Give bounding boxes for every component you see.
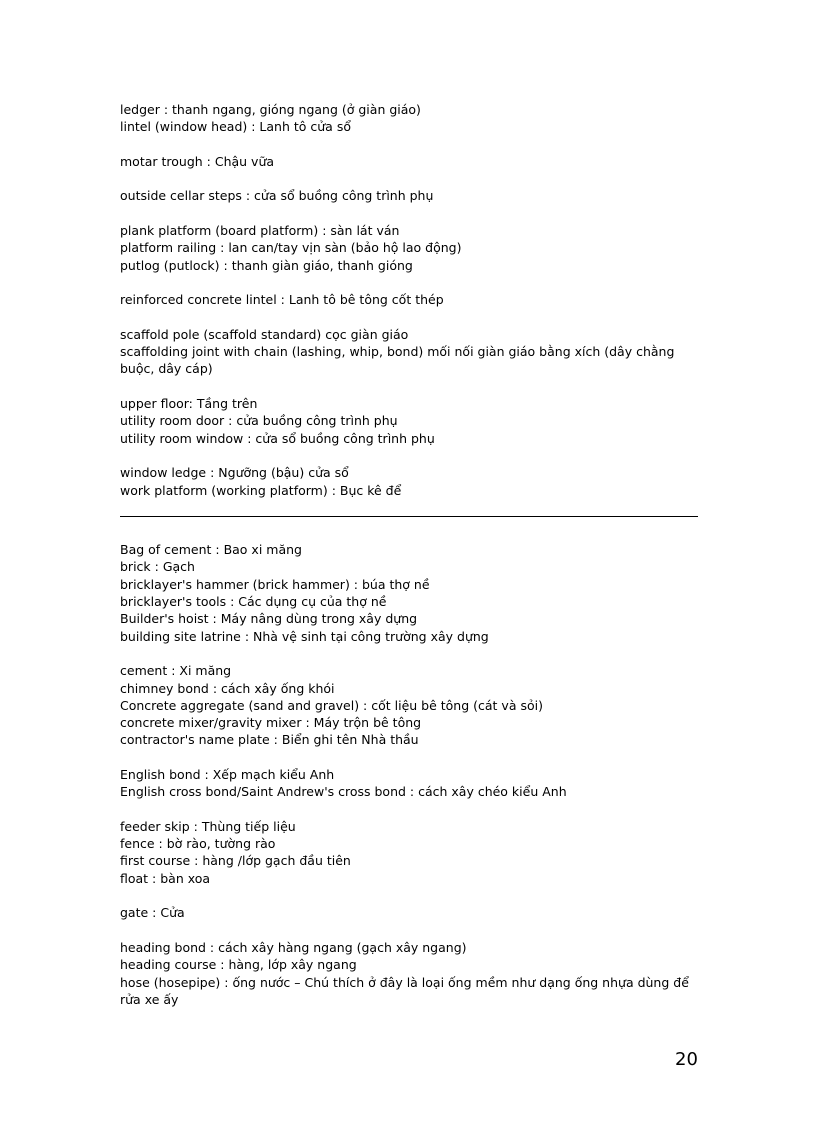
- glossary-entry: Bag of cement : Bao xi măng: [120, 542, 302, 558]
- glossary-group: [120, 291, 710, 308]
- glossary-entry: fence : bờ rào, tường rào: [120, 836, 276, 852]
- glossary-entry: English cross bond/Saint Andrew's cross bond : cách xây chéo kiểu Anh: [120, 784, 567, 800]
- glossary-entry: cement : Xi măng: [120, 663, 232, 679]
- glossary-group: [120, 818, 710, 887]
- glossary-group: [120, 395, 710, 447]
- glossary-entry: concrete mixer/gravity mixer : Máy trộn bê tông: [120, 715, 422, 731]
- glossary-group: [120, 464, 710, 499]
- glossary-entry: bricklayer's tools : Các dụng cụ của thợ nề: [120, 594, 387, 610]
- glossary-group: [120, 153, 710, 170]
- glossary-group: [120, 222, 710, 274]
- glossary-entry: scaffolding joint with chain (lashing, whip, bond) mối nối giàn giáo bằng xích (dây chằng buộc, dây cáp): [120, 344, 679, 377]
- glossary-group: [120, 101, 710, 136]
- glossary-entry: English bond : Xếp mạch kiểu Anh: [120, 766, 335, 782]
- glossary-group: [120, 766, 710, 801]
- glossary-entry: reinforced concrete lintel : Lanh tô bê tông cốt thép: [120, 292, 444, 308]
- glossary-entry: upper floor: Tầng trên: [120, 396, 258, 412]
- glossary-entry: brick : Gạch: [120, 559, 195, 575]
- glossary-entry: motar trough : Chậu vữa: [120, 153, 275, 169]
- glossary-entry: float : bàn xoa: [120, 870, 211, 886]
- glossary-entry: Concrete aggregate (sand and gravel) : cốt liệu bê tông (cát và sỏi): [120, 697, 543, 713]
- section-divider: [120, 516, 698, 517]
- glossary-entry: platform railing : lan can/tay vịn sàn (bảo hộ lao động): [120, 240, 462, 256]
- glossary-group: [120, 187, 710, 204]
- glossary-group: [120, 904, 710, 921]
- glossary-entry: hose (hosepipe) : ống nước – Chú thích ở đây là loại ống mềm như dạng ống nhựa dùng để rửa xe ấy: [120, 974, 693, 1007]
- glossary-entry: chimney bond : cách xây ống khói: [120, 680, 335, 696]
- glossary-section-masonry: [120, 541, 710, 1008]
- glossary-group: [120, 662, 710, 748]
- glossary-entry: contractor's name plate : Biển ghi tên Nhà thầu: [120, 732, 419, 748]
- glossary-entry: gate : Cửa: [120, 905, 185, 921]
- glossary-group: [120, 939, 710, 1008]
- glossary-entry: first course : hàng /lớp gạch đầu tiên: [120, 853, 351, 869]
- glossary-entry: scaffold pole (scaffold standard) cọc giàn giáo: [120, 326, 409, 342]
- glossary-entry: heading bond : cách xây hàng ngang (gạch xây ngang): [120, 939, 467, 955]
- glossary-entry: lintel (window head) : Lanh tô cửa sổ: [120, 119, 351, 135]
- glossary-entry: utility room window : cửa sổ buồng công trình phụ: [120, 430, 435, 446]
- document-body: [120, 101, 710, 1025]
- glossary-entry: heading course : hàng, lớp xây ngang: [120, 957, 357, 973]
- glossary-entry: putlog (putlock) : thanh giàn giáo, thanh gióng: [120, 257, 413, 273]
- glossary-entry: building site latrine : Nhà vệ sinh tại công trường xây dựng: [120, 628, 489, 644]
- glossary-entry: window ledge : Ngưỡng (bậu) cửa sổ: [120, 465, 349, 481]
- glossary-entry: outside cellar steps : cửa sổ buồng công trình phụ: [120, 188, 434, 204]
- glossary-section-scaffolding: [120, 101, 710, 499]
- glossary-entry: bricklayer's hammer (brick hammer) : búa thợ nề: [120, 576, 430, 592]
- glossary-entry: Builder's hoist : Máy nâng dùng trong xây dựng: [120, 611, 418, 627]
- page-number: 20: [675, 1049, 698, 1070]
- glossary-group: [120, 541, 710, 645]
- glossary-entry: feeder skip : Thùng tiếp liệu: [120, 818, 296, 834]
- glossary-entry: work platform (working platform) : Bục kê để: [120, 482, 402, 498]
- glossary-entry: ledger : thanh ngang, gióng ngang (ở giàn giáo): [120, 102, 421, 117]
- glossary-group: [120, 326, 710, 378]
- glossary-entry: utility room door : cửa buồng công trình phụ: [120, 413, 398, 429]
- glossary-entry: plank platform (board platform) : sàn lát ván: [120, 223, 400, 239]
